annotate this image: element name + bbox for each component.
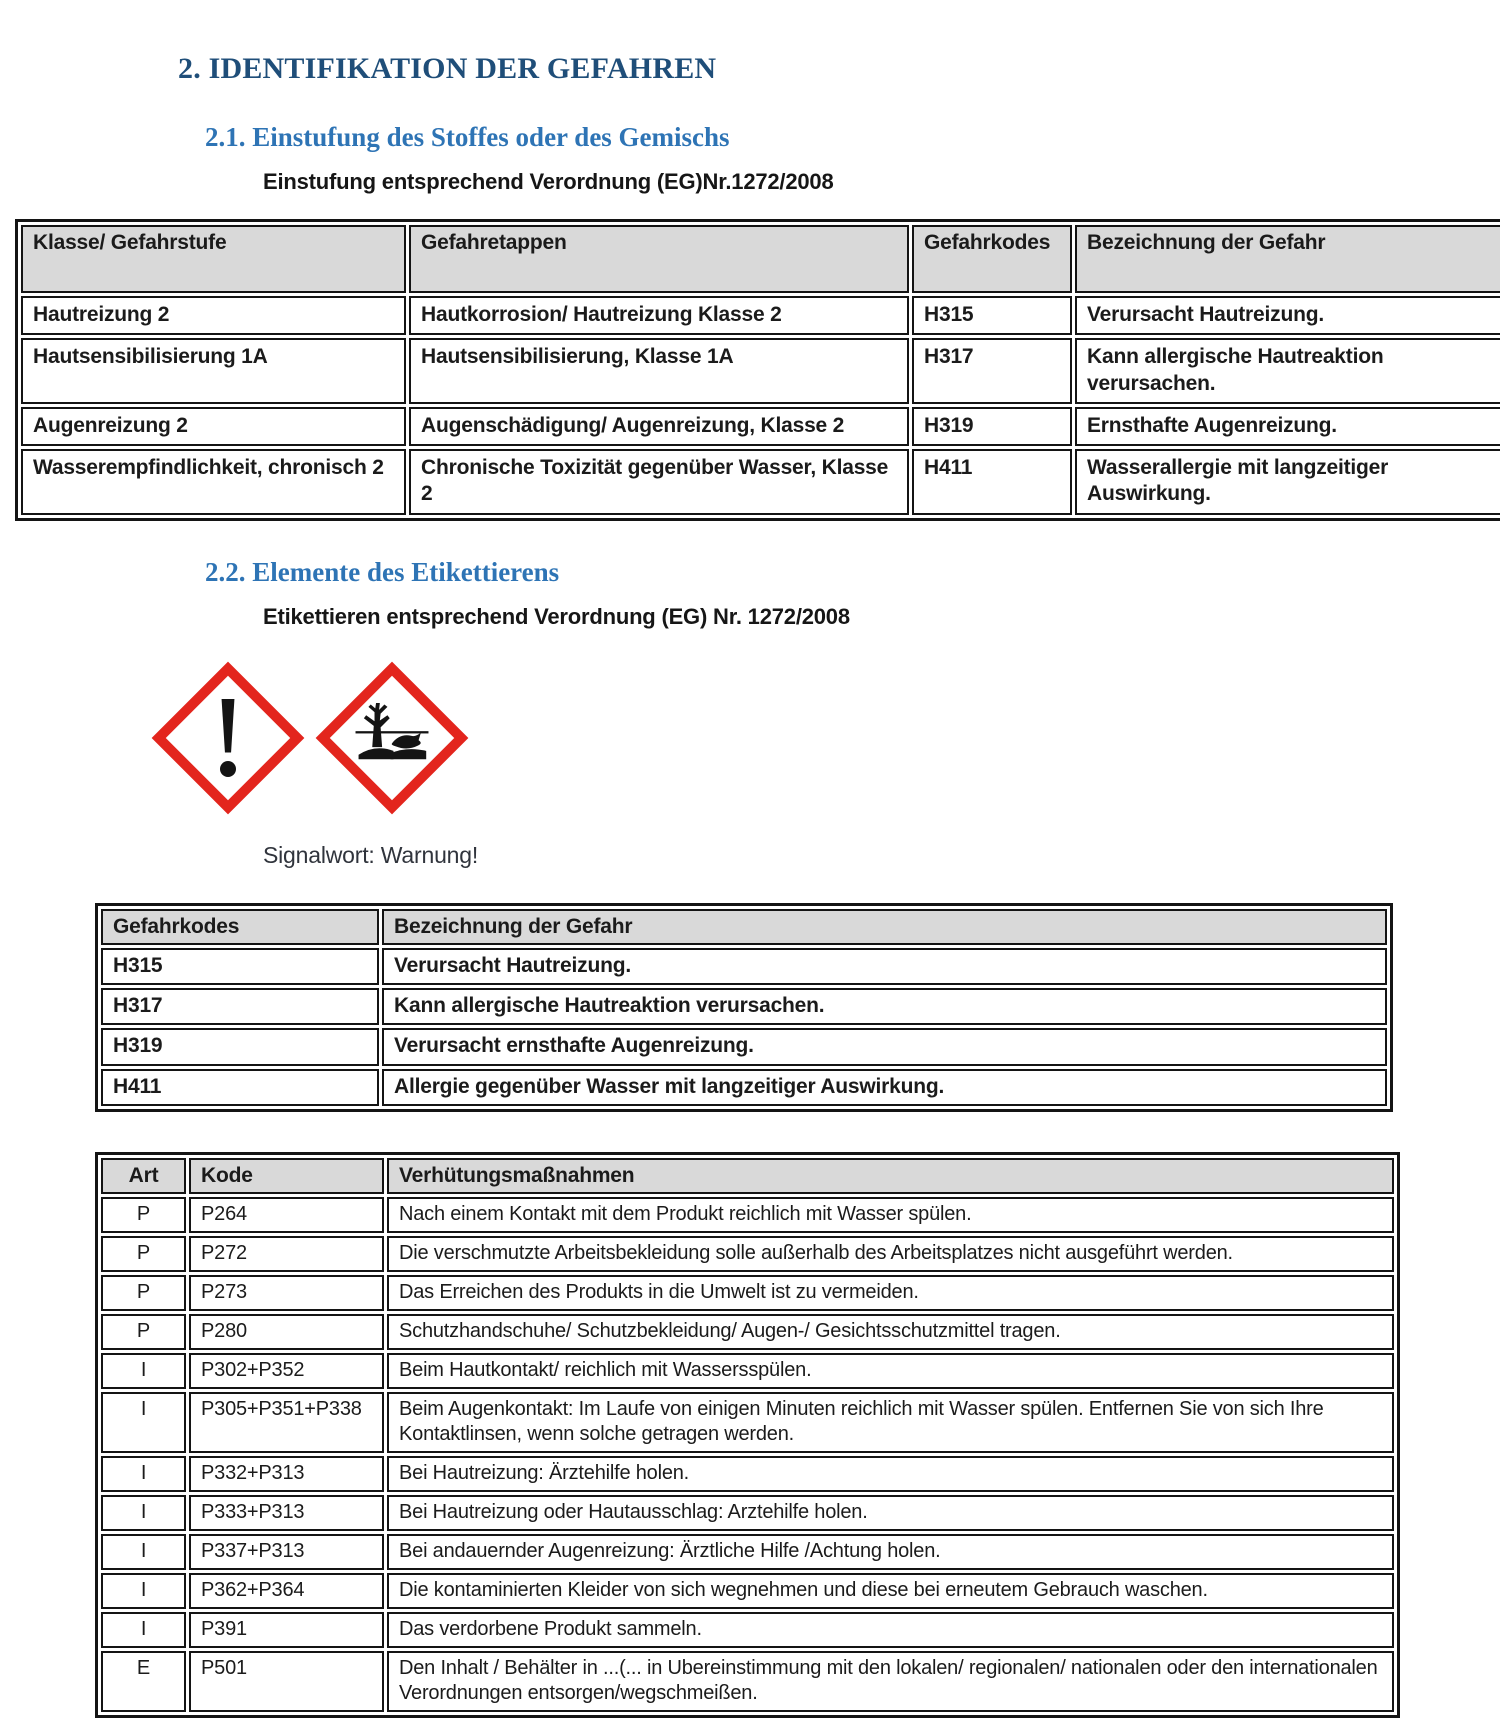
table-row (101, 1612, 1394, 1648)
table-header-row (101, 909, 1387, 945)
table-cell: P333+P313 (189, 1495, 384, 1531)
table-cell: Hautkorrosion/ Hautreizung Klasse 2 (409, 296, 909, 335)
subsection-2-1-heading: 2.1. Einstufung des Stoffes oder des Gemischs (205, 122, 730, 152)
table-row (21, 296, 1500, 335)
table-cell: P272 (189, 1236, 384, 1272)
table-row (101, 1028, 1387, 1065)
table-cell: I (101, 1495, 186, 1531)
signal-word: Signalwort: Warnung! (263, 841, 479, 868)
table-cell: Chronische Toxizität gegenüber Wasser, Klasse 2 (409, 449, 909, 515)
column-header: Bezeichnung der Gefahr (382, 909, 1387, 945)
table-cell: I (101, 1573, 186, 1609)
table-cell: H411 (101, 1069, 379, 1106)
table-cell: Kann allergische Hautreaktion verursachen. (382, 988, 1387, 1025)
ghs09-environment-hazard-icon (314, 660, 470, 816)
table-cell: P302+P352 (189, 1353, 384, 1389)
table-row (101, 1353, 1394, 1389)
table-cell: H315 (101, 948, 379, 985)
table-cell: Bei Hautreizung: Ärztehilfe holen. (387, 1456, 1394, 1492)
table-cell: Wasserempfindlichkeit, chronisch 2 (21, 449, 406, 515)
table-cell: Hautsensibilisierung 1A (21, 338, 406, 404)
table-cell: H319 (101, 1028, 379, 1065)
column-header: Gefahrkodes (101, 909, 379, 945)
table-cell: Das verdorbene Produkt sammeln. (387, 1612, 1394, 1648)
table-cell: Verursacht ernsthafte Augenreizung. (382, 1028, 1387, 1065)
table-cell: Die verschmutzte Arbeitsbekleidung solle außerhalb des Arbeitsplatzes nicht ausgeführt werden. (387, 1236, 1394, 1272)
dead-tree-and-fish-glyph (354, 700, 430, 776)
table-cell: I (101, 1353, 186, 1389)
table-cell: I (101, 1392, 186, 1453)
classification-regulation-note: Einstufung entsprechend Verordnung (EG)Nr.1272/2008 (263, 169, 834, 194)
table-cell: E (101, 1651, 186, 1712)
table-cell: H411 (912, 449, 1072, 515)
table-cell: Verursacht Hautreizung. (1075, 296, 1500, 335)
table-cell: Kann allergische Hautreaktion verursachen. (1075, 338, 1500, 404)
table-row (101, 1314, 1394, 1350)
table-row (101, 1573, 1394, 1609)
table-cell: P305+P351+P338 (189, 1392, 384, 1453)
table-cell: P362+P364 (189, 1573, 384, 1609)
table-row (101, 988, 1387, 1025)
column-header: Gefahretappen (409, 225, 909, 293)
table-row (101, 948, 1387, 985)
subsection-2-2-heading: 2.2. Elemente des Etikettierens (205, 556, 560, 587)
table-cell: H317 (912, 338, 1072, 404)
table-row (101, 1651, 1394, 1712)
table-cell: P264 (189, 1197, 384, 1233)
table-cell: Allergie gegenüber Wasser mit langzeitiger Auswirkung. (382, 1069, 1387, 1106)
table-cell: Das Erreichen des Produkts in die Umwelt ist zu vermeiden. (387, 1275, 1394, 1311)
table-cell: Bei andauernder Augenreizung: Ärztliche Hilfe /Achtung holen. (387, 1534, 1394, 1570)
table-cell: I (101, 1534, 186, 1570)
precaution-table (95, 1152, 1400, 1718)
table-row (101, 1495, 1394, 1531)
table-row (101, 1236, 1394, 1272)
table-cell: Wasserallergie mit langzeitiger Auswirkung. (1075, 449, 1500, 515)
document-page (0, 52, 1500, 1704)
table-cell: Hautreizung 2 (21, 296, 406, 335)
table-cell: P (101, 1197, 186, 1233)
exclamation-dot (220, 761, 236, 777)
table-header-row (101, 1158, 1394, 1194)
labelling-regulation-note: Etikettieren entsprechend Verordnung (EG) Nr. 1272/2008 (263, 603, 850, 629)
table-header-row (21, 225, 1500, 293)
table-cell: P273 (189, 1275, 384, 1311)
table-row (101, 1069, 1387, 1106)
table-cell: Augenschädigung/ Augenreizung, Klasse 2 (409, 407, 909, 446)
table-cell: Nach einem Kontakt mit dem Produkt reichlich mit Wasser spülen. (387, 1197, 1394, 1233)
table-cell: P337+P313 (189, 1534, 384, 1570)
table-cell: I (101, 1612, 186, 1648)
hazard-codes-table (95, 903, 1393, 1112)
ghs-pictograms (150, 660, 1500, 816)
table-cell: Ernsthafte Augenreizung. (1075, 407, 1500, 446)
column-header: Klasse/ Gefahrstufe (21, 225, 406, 293)
table-row (101, 1456, 1394, 1492)
table-row (21, 338, 1500, 404)
table-cell: Hautsensibilisierung, Klasse 1A (409, 338, 909, 404)
table-cell: H317 (101, 988, 379, 1025)
table-cell: P501 (189, 1651, 384, 1712)
table-row (101, 1534, 1394, 1570)
table-cell: Den Inhalt / Behälter in ...(... in Ubereinstimmung mit den lokalen/ regionalen/ nationalen oder den internationalen Verordnungen entsorgen/wegschmeißen. (387, 1651, 1394, 1712)
column-header: Verhütungsmaßnahmen (387, 1158, 1394, 1194)
column-header: Art (101, 1158, 186, 1194)
table-cell: I (101, 1456, 186, 1492)
table-cell: H315 (912, 296, 1072, 335)
table-cell: Die kontaminierten Kleider von sich wegnehmen und diese bei erneutem Gebrauch waschen. (387, 1573, 1394, 1609)
table-cell: P391 (189, 1612, 384, 1648)
table-cell: P (101, 1275, 186, 1311)
table-cell: H319 (912, 407, 1072, 446)
table-cell: P (101, 1314, 186, 1350)
classification-table (15, 219, 1500, 521)
table-cell: Schutzhandschuhe/ Schutzbekleidung/ Augen-/ Gesichtsschutzmittel tragen. (387, 1314, 1394, 1350)
table-row (101, 1197, 1394, 1233)
table-cell: Bei Hautreizung oder Hautausschlag: Arztehilfe holen. (387, 1495, 1394, 1531)
column-header: Gefahrkodes (912, 225, 1072, 293)
section-heading: 2. IDENTIFIKATION DER GEFAHREN (178, 52, 717, 85)
table-row (21, 449, 1500, 515)
table-cell: Verursacht Hautreizung. (382, 948, 1387, 985)
ghs07-exclamation-mark-icon (150, 660, 306, 816)
table-cell: Beim Hautkontakt/ reichlich mit Wassersspülen. (387, 1353, 1394, 1389)
exclamation-bar (220, 699, 237, 753)
table-row (101, 1275, 1394, 1311)
column-header: Kode (189, 1158, 384, 1194)
table-cell: P (101, 1236, 186, 1272)
column-header: Bezeichnung der Gefahr (1075, 225, 1500, 293)
table-row (21, 407, 1500, 446)
table-cell: Beim Augenkontakt: Im Laufe von einigen Minuten reichlich mit Wasser spülen. Entfernen Sie von sich Ihre Kontaktlinsen, wenn solche getragen werden. (387, 1392, 1394, 1453)
table-cell: Augenreizung 2 (21, 407, 406, 446)
table-cell: P280 (189, 1314, 384, 1350)
table-row (101, 1392, 1394, 1453)
table-cell: P332+P313 (189, 1456, 384, 1492)
